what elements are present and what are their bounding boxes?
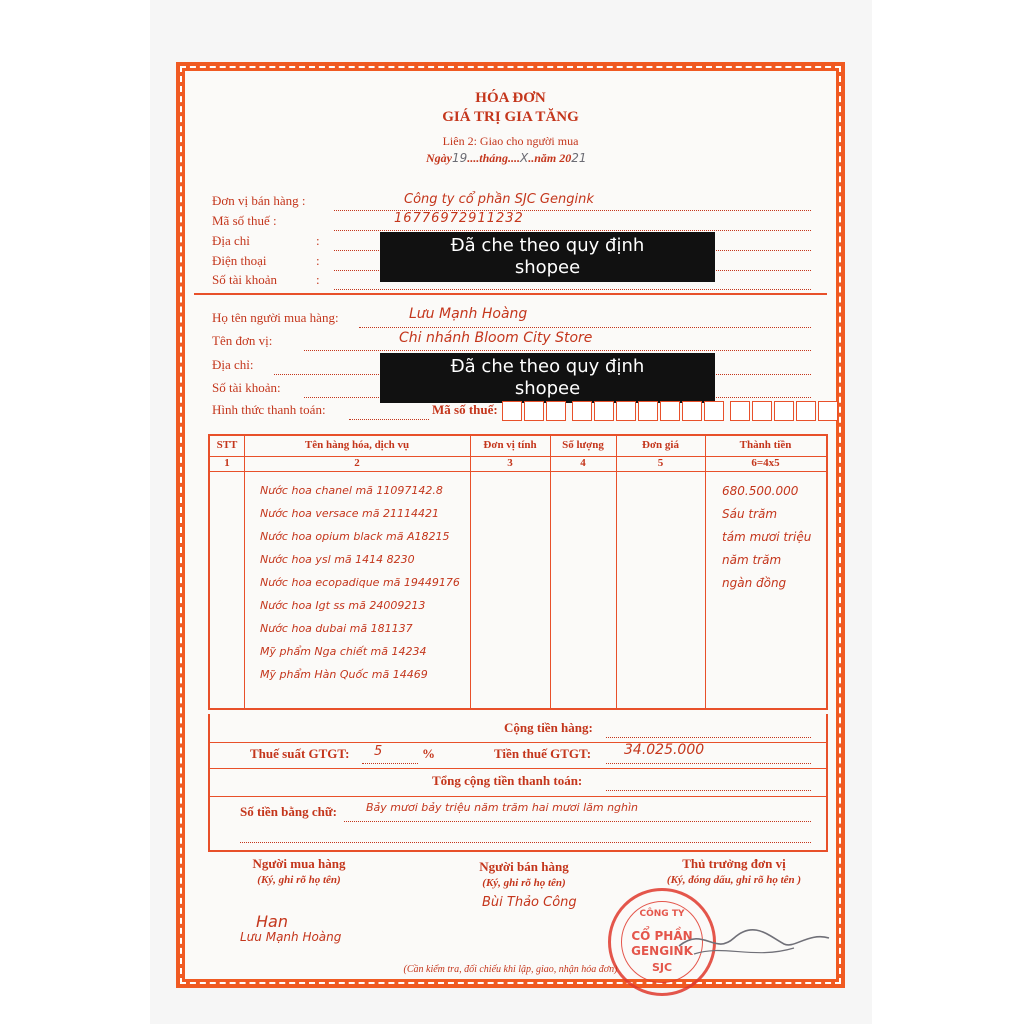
col-number: 1 xyxy=(224,457,230,469)
redaction-box-buyer xyxy=(380,353,715,403)
tax-code-box xyxy=(682,401,702,421)
buyer-name-label: Họ tên người mua hàng: xyxy=(212,310,339,325)
buyer-account-label: Số tài khoản: xyxy=(212,380,281,395)
head-signature-title: Thủ trưởng đơn vị xyxy=(682,856,786,871)
column-divider xyxy=(550,436,551,708)
tax-code-box xyxy=(730,401,750,421)
colon: : xyxy=(316,233,320,248)
redaction-text: shopee xyxy=(514,378,581,399)
buyer-name-line xyxy=(359,327,811,328)
amount-in-words-label: Số tiền bằng chữ: xyxy=(240,804,338,819)
colon: : xyxy=(316,253,320,268)
buyer-signature-name: Lưu Mạnh Hoàng xyxy=(240,930,342,944)
vat-amount-label: Tiền thuế GTGT: xyxy=(494,746,592,761)
redaction-text: Đã che theo quy định xyxy=(450,235,645,256)
seal-text: CỔ PHẦN xyxy=(631,929,693,943)
redaction-text: shopee xyxy=(514,257,581,278)
invoice-subtitle: GIÁ TRỊ GIA TĂNG xyxy=(442,109,579,125)
tax-code-box xyxy=(660,401,680,421)
item-row: Mỹ phẩm Hàn Quốc mã 14469 xyxy=(260,668,428,681)
amount-line: 680.500.000 xyxy=(722,484,799,498)
tax-code-box xyxy=(524,401,544,421)
redaction-text: Đã che theo quy định xyxy=(450,356,645,377)
invoice-content xyxy=(194,80,827,975)
buyer-signature-title: Người mua hàng xyxy=(252,856,346,871)
item-row: Mỹ phẩm Nga chiết mã 14234 xyxy=(260,645,427,658)
col-header-stt: STT xyxy=(216,439,238,451)
copy-note: Liên 2: Giao cho người mua xyxy=(442,134,579,148)
tax-code-box xyxy=(638,401,658,421)
col-header-amount: Thành tiền xyxy=(739,439,792,451)
invoice-date: Ngày19....tháng....X..năm 2021 xyxy=(426,151,587,165)
seller-account-label: Số tài khoản xyxy=(212,272,277,287)
invoice-title: HÓA ĐƠN xyxy=(475,90,546,106)
col-header-name: Tên hàng hóa, dịch vụ xyxy=(304,439,410,451)
redaction-box-seller xyxy=(380,232,715,282)
tax-code-box xyxy=(546,401,566,421)
buyer-unit-label: Tên đơn vị: xyxy=(212,333,273,348)
tax-code-box xyxy=(502,401,522,421)
buyer-name-value: Lưu Mạnh Hoàng xyxy=(409,306,528,322)
tax-code-box xyxy=(796,401,816,421)
seller-phone-label: Điện thoại xyxy=(212,253,267,268)
vat-amount-value: 34.025.000 xyxy=(624,742,705,758)
payment-method-line xyxy=(349,419,429,420)
col-header-quantity: Số lượng xyxy=(562,439,604,451)
vat-rate-value: 5 xyxy=(374,744,383,759)
tax-code-boxes xyxy=(502,401,835,423)
amount-line: Sáu trăm xyxy=(722,507,778,521)
item-row: Nước hoa ecopadique mã 19449176 xyxy=(260,576,460,589)
vat-percent: % xyxy=(422,746,435,761)
buyer-unit-line xyxy=(304,350,811,351)
buyer-signature-note: (Ký, ghi rõ họ tên) xyxy=(257,874,341,886)
seal-text: GENGINK xyxy=(631,944,693,958)
subtotal-label: Cộng tiền hàng: xyxy=(504,720,593,735)
item-row: Nước hoa chanel mã 11097142.8 xyxy=(260,484,443,497)
item-row: Nước hoa versace mã 21114421 xyxy=(260,507,439,520)
seal-text: CÔNG TY xyxy=(639,909,685,919)
item-row: Nước hoa dubai mã 181137 xyxy=(260,622,413,635)
seller-signature-title: Người bán hàng xyxy=(479,859,569,874)
amount-line: tám mươi triệu xyxy=(722,530,812,544)
buyer-address-label: Địa chỉ: xyxy=(212,357,254,372)
divider xyxy=(194,293,827,295)
buyer-tax-code-label: Mã số thuế: xyxy=(432,402,498,417)
col-number: 4 xyxy=(580,457,586,469)
col-number: 3 xyxy=(507,457,513,469)
seal-text: SJC xyxy=(651,961,673,974)
colon: : xyxy=(316,272,320,287)
tax-code-box xyxy=(704,401,724,421)
column-divider xyxy=(705,436,706,708)
item-row: Nước hoa Igt ss mã 24009213 xyxy=(260,599,426,612)
payment-method-label: Hình thức thanh toán: xyxy=(212,402,326,417)
seller-account-line xyxy=(334,289,811,290)
buyer-signature: Han xyxy=(256,912,288,931)
head-signature-scribble xyxy=(674,916,834,966)
footer-note: (Cần kiểm tra, đối chiếu khi lập, giao, nhận hóa đơn) xyxy=(403,964,618,975)
seller-address-label: Địa chỉ xyxy=(212,233,250,248)
grand-total-label: Tổng cộng tiền thanh toán: xyxy=(432,773,583,788)
seller-signature-name: Bùi Thảo Công xyxy=(482,895,577,910)
col-header-price: Đơn giá xyxy=(642,439,679,451)
amount-in-words-value: Bảy mươi bảy triệu năm trăm hai mươi lăm nghìn xyxy=(366,801,639,814)
table-colnum-divider xyxy=(210,471,826,472)
col-number: 6=4x5 xyxy=(751,457,780,469)
col-number: 5 xyxy=(657,457,664,469)
tax-code-box xyxy=(616,401,636,421)
col-header-unit: Đơn vị tính xyxy=(483,439,537,451)
item-row: Nước hoa opium black mã A18215 xyxy=(260,530,450,543)
seller-unit-label: Đơn vị bán hàng : xyxy=(212,193,306,208)
seller-tax-value: 16776972911232 xyxy=(394,211,524,226)
tax-code-box xyxy=(752,401,772,421)
amount-line: ngàn đồng xyxy=(722,576,787,590)
head-signature-note: (Ký, đóng dấu, ghi rõ họ tên ) xyxy=(666,874,802,886)
tax-code-box xyxy=(774,401,794,421)
buyer-unit-value: Chi nhánh Bloom City Store xyxy=(399,330,593,346)
col-number: 2 xyxy=(354,457,360,469)
seller-tax-line xyxy=(334,230,811,231)
invoice-frame xyxy=(176,62,845,988)
totals-frame xyxy=(208,714,828,852)
amount-line: năm trăm xyxy=(722,553,782,567)
tax-code-box xyxy=(594,401,614,421)
items-table xyxy=(208,434,828,710)
tax-code-box xyxy=(572,401,592,421)
seller-unit-value: Công ty cổ phần SJC Gengink xyxy=(404,192,594,207)
column-divider xyxy=(616,436,617,708)
item-row: Nước hoa ysl mã 1414 8230 xyxy=(260,553,415,566)
vat-rate-label: Thuế suất GTGT: xyxy=(250,746,350,761)
column-divider xyxy=(470,436,471,708)
column-divider xyxy=(244,436,245,708)
tax-code-box xyxy=(818,401,838,421)
seller-tax-label: Mã số thuế : xyxy=(212,213,277,228)
seller-signature-note: (Ký, ghi rõ họ tên) xyxy=(482,877,566,889)
